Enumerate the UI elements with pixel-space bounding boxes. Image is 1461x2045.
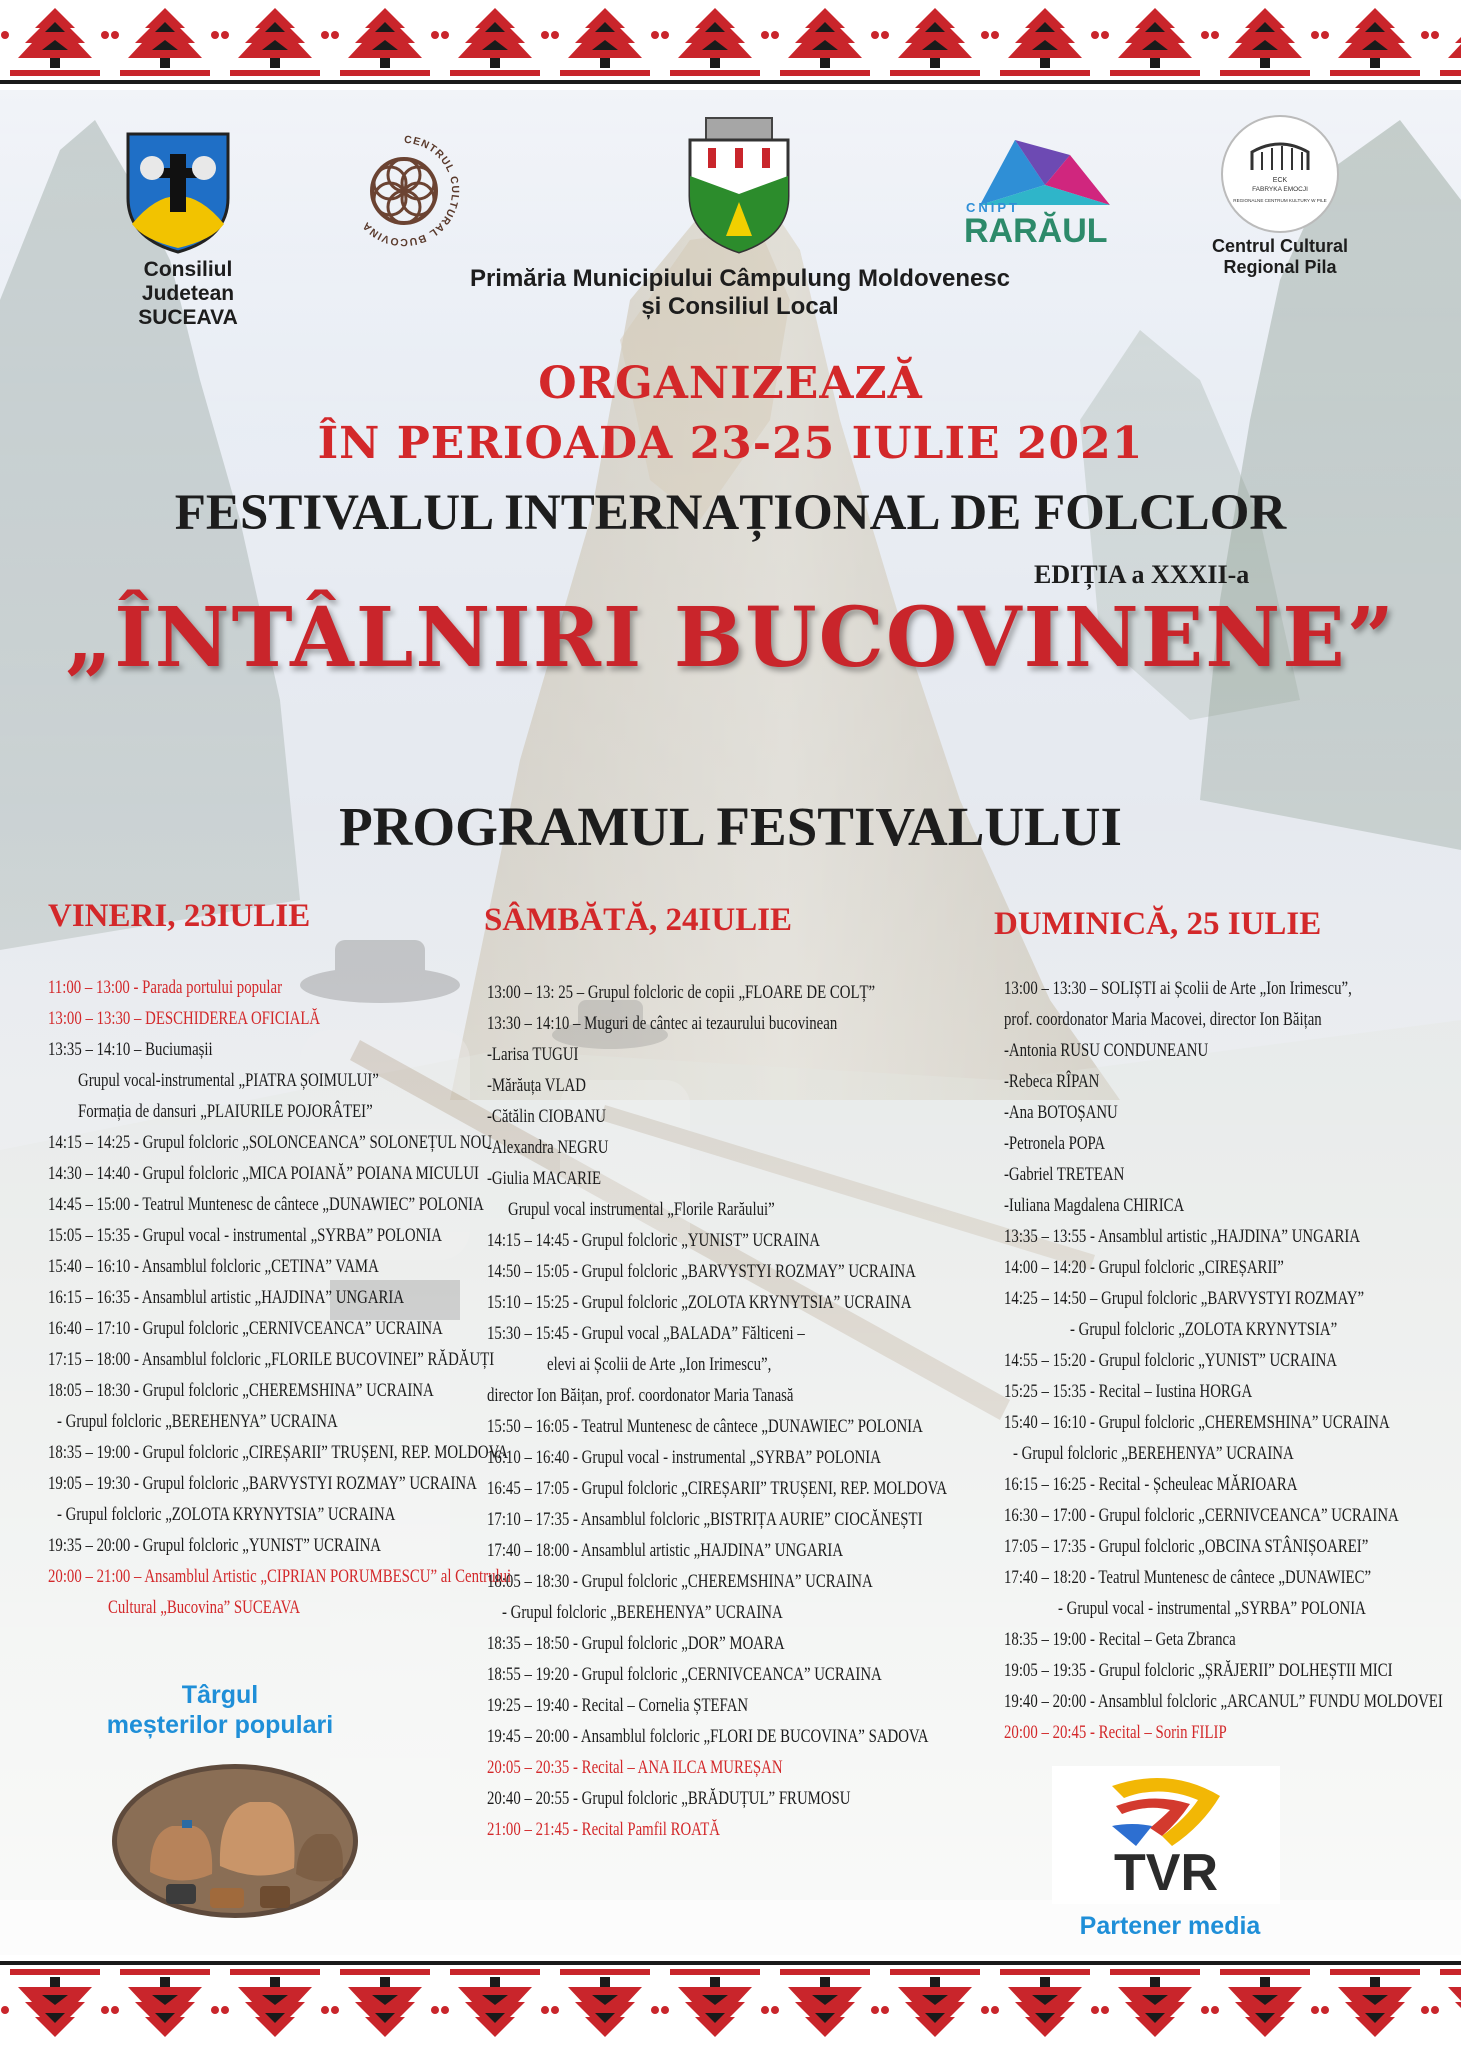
- schedule-line: [1004, 973, 1444, 1004]
- schedule-line-text: 16:45 – 17:05 - Grupul folcloric „CIREȘARII” TRUȘENI, REP. MOLDOVA: [487, 1478, 948, 1499]
- schedule-line-text: 19:35 – 20:00 - Grupul folcloric „YUNIST” UCRAINA: [48, 1535, 381, 1556]
- building-icon: [1218, 112, 1342, 236]
- schedule-line-text: 18:35 – 19:00 - Recital – Geta Zbranca: [1004, 1629, 1236, 1650]
- tvr-logo-text: TVR: [1114, 1844, 1218, 1902]
- schedule-line-text: 18:35 – 19:00 - Grupul folcloric „CIREȘARII” TRUȘENI, REP. MOLDOVA: [48, 1442, 509, 1463]
- schedule-line-text: 19:40 – 20:00 - Ansamblul folcloric „ARCANUL” FUNDU MOLDOVEI: [1004, 1691, 1443, 1712]
- schedule-line: [487, 1597, 987, 1628]
- schedule-line: [48, 1220, 468, 1251]
- top-embroidery-border: [0, 0, 1461, 90]
- schedule-line: [1004, 1469, 1444, 1500]
- city-shield-icon: [686, 116, 792, 254]
- schedule-line: [1004, 1407, 1444, 1438]
- festival-heading: FESTIVALUL INTERNAȚIONAL DE FOLCLOR: [174, 485, 1287, 541]
- schedule-line: [48, 1468, 477, 1499]
- pila-caption: [1180, 236, 1380, 277]
- schedule-line-text: 13:00 – 13:30 – DESCHIDEREA OFICIALĂ: [48, 1008, 321, 1029]
- schedule-line: [487, 1318, 987, 1349]
- schedule-line: [48, 1499, 468, 1530]
- schedule-line: [48, 972, 468, 1003]
- schedule-line-text: 17:05 – 17:35 - Grupul folcloric „OBCINA STÂNIȘOAREI”: [1004, 1536, 1369, 1557]
- schedule-line: [1004, 1221, 1444, 1252]
- targul-caption: [70, 1680, 370, 1740]
- schedule-line: [487, 1163, 987, 1194]
- schedule-line: [48, 1375, 468, 1406]
- saturday-schedule: [487, 977, 987, 1845]
- schedule-line: [487, 1721, 987, 1752]
- consiliul-caption-line: Judetean: [141, 282, 235, 306]
- schedule-line: [1004, 1128, 1444, 1159]
- schedule-line-text: 17:15 – 18:00 - Ansamblul folcloric „FLORILE BUCOVINEI” RĂDĂUȚI: [48, 1349, 495, 1370]
- schedule-line-text: 19:05 – 19:35 - Grupul folcloric „ȘRĂJERII” DOLHEȘTII MICI: [1004, 1660, 1393, 1681]
- schedule-line: [487, 1535, 987, 1566]
- schedule-line-text: 15:40 – 16:10 - Ansamblul folcloric „CETINA” VAMA: [48, 1256, 379, 1277]
- schedule-line-text: 13:35 – 13:55 - Ansamblul artistic „HAJDINA” UNGARIA: [1004, 1226, 1361, 1247]
- schedule-line: [487, 1628, 987, 1659]
- schedule-line: [487, 1659, 987, 1690]
- schedule-line-text: Cultural „Bucovina” SUCEAVA: [108, 1597, 301, 1618]
- schedule-line: [48, 1344, 495, 1375]
- schedule-line-text: 21:00 – 21:45 - Recital Pamfil ROATĂ: [487, 1819, 720, 1840]
- schedule-line: [1004, 1500, 1444, 1531]
- schedule-line-text: 15:30 – 15:45 - Grupul vocal „BALADA” Fălticeni –: [487, 1323, 805, 1344]
- schedule-line: [1004, 1531, 1444, 1562]
- schedule-line: [48, 1034, 468, 1065]
- schedule-line: [487, 1504, 987, 1535]
- schedule-line-text: 20:05 – 20:35 - Recital – ANA ILCA MUREȘAN: [487, 1757, 783, 1778]
- schedule-line: [48, 1003, 468, 1034]
- schedule-line-text: -Antonia RUSU CONDUNEANU: [1004, 1040, 1209, 1061]
- schedule-line: [1004, 1252, 1444, 1283]
- schedule-line: [48, 1096, 468, 1127]
- schedule-line-text: 14:55 – 15:20 - Grupul folcloric „YUNIST” UCRAINA: [1004, 1350, 1337, 1371]
- consiliul-caption: [108, 258, 268, 330]
- schedule-line-text: 18:05 – 18:30 - Grupul folcloric „CHEREMSHINA” UCRAINA: [487, 1571, 873, 1592]
- schedule-line-text: 14:15 – 14:45 - Grupul folcloric „YUNIST” UCRAINA: [487, 1230, 820, 1251]
- pottery-image: [110, 1762, 360, 1920]
- schedule-line-text: -Alexandra NEGRU: [487, 1137, 609, 1158]
- schedule-line-text: 14:50 – 15:05 - Grupul folcloric „BARVYSTYI ROZMAY” UCRAINA: [487, 1261, 916, 1282]
- schedule-line: [487, 1101, 987, 1132]
- schedule-line: [1004, 1593, 1444, 1624]
- schedule-line: [1004, 1717, 1444, 1748]
- schedule-line-text: -Giulia MACARIE: [487, 1168, 602, 1189]
- schedule-line: [48, 1251, 468, 1282]
- schedule-line: [1004, 1035, 1444, 1066]
- pila-inner-mid: FABRYKA EMOCJI: [1252, 186, 1308, 193]
- schedule-line-text: 16:30 – 17:00 - Grupul folcloric „CERNIVCEANCA” UCRAINA: [1004, 1505, 1399, 1526]
- schedule-line-text: - Grupul folcloric „ZOLOTA KRYNYTSIA”: [1070, 1319, 1338, 1340]
- organizeaza-heading: ORGANIZEAZĂ: [538, 358, 923, 409]
- schedule-line: [487, 1225, 987, 1256]
- schedule-line: [487, 1566, 987, 1597]
- day-heading-friday: VINERI, 23IULIE: [48, 898, 311, 934]
- schedule-line: [1004, 1190, 1444, 1221]
- schedule-line: [487, 1473, 987, 1504]
- schedule-line: [487, 1039, 987, 1070]
- pila-inner-top: ECK: [1272, 177, 1288, 184]
- schedule-line-text: 19:05 – 19:30 - Grupul folcloric „BARVYSTYI ROZMAY” UCRAINA: [48, 1473, 477, 1494]
- schedule-line-text: -Larisa TUGUI: [487, 1044, 579, 1065]
- schedule-line-text: 18:55 – 19:20 - Grupul folcloric „CERNIVCEANCA” UCRAINA: [487, 1664, 882, 1685]
- schedule-line: [1004, 1655, 1444, 1686]
- schedule-line: [1004, 1686, 1444, 1717]
- schedule-line-text: 14:00 – 14:20 - Grupul folcloric „CIREȘARII”: [1004, 1257, 1284, 1278]
- schedule-line-text: Grupul vocal instrumental „Florile Rarăului”: [508, 1199, 775, 1220]
- schedule-line: [48, 1592, 468, 1623]
- schedule-line-text: - Grupul folcloric „BEREHENYA” UCRAINA: [1013, 1443, 1294, 1464]
- schedule-line: [487, 1287, 987, 1318]
- schedule-line: [487, 1814, 987, 1845]
- schedule-line: [48, 1189, 484, 1220]
- schedule-line-text: - Grupul vocal - instrumental „SYRBA” POLONIA: [1058, 1598, 1366, 1619]
- schedule-line-text: 15:05 – 15:35 - Grupul vocal - instrumental „SYRBA” POLONIA: [48, 1225, 442, 1246]
- schedule-line: [48, 1127, 493, 1158]
- schedule-line-text: 15:25 – 15:35 - Recital – Iustina HORGA: [1004, 1381, 1253, 1402]
- schedule-line: [48, 1561, 512, 1592]
- schedule-line-text: 20:40 – 20:55 - Grupul folcloric „BRĂDUȚUL” FRUMOSU: [487, 1788, 851, 1809]
- pila-caption-line: Centrul Cultural: [1211, 236, 1348, 256]
- schedule-line-text: prof. coordonator Maria Macovei, director Ion Băițan: [1004, 1009, 1322, 1030]
- schedule-line-text: 16:40 – 17:10 - Grupul folcloric „CERNIVCEANCA” UCRAINA: [48, 1318, 443, 1339]
- schedule-line-text: 19:45 – 20:00 - Ansamblul folcloric „FLORI DE BUCOVINA” SADOVA: [487, 1726, 929, 1747]
- schedule-line-text: 14:45 – 15:00 - Teatrul Muntenesc de cântece „DUNAWIEC” POLONIA: [48, 1194, 484, 1215]
- schedule-line-text: director Ion Băițan, prof. coordonator Maria Tanasă: [487, 1385, 794, 1406]
- schedule-line: [48, 1530, 468, 1561]
- sunday-schedule: [1004, 973, 1444, 1748]
- schedule-line-text: 13:35 – 14:10 – Buciumașii: [48, 1039, 213, 1060]
- schedule-line-text: -Rebeca RÎPAN: [1004, 1071, 1100, 1092]
- schedule-line-text: 16:15 – 16:25 - Recital - Șcheuleac MĂRIOARA: [1004, 1474, 1298, 1495]
- schedule-line: [1004, 1283, 1444, 1314]
- schedule-line-text: - Grupul folcloric „BEREHENYA” UCRAINA: [502, 1602, 783, 1623]
- schedule-line: [487, 1349, 987, 1380]
- schedule-line: [1004, 1376, 1444, 1407]
- schedule-line-text: 18:05 – 18:30 - Grupul folcloric „CHEREMSHINA” UCRAINA: [48, 1380, 434, 1401]
- schedule-line-text: 14:15 – 14:25 - Grupul folcloric „SOLONCEANCA” SOLONEȚUL NOU: [48, 1132, 493, 1153]
- schedule-line-text: Grupul vocal-instrumental „PIATRA ȘOIMULUI”: [78, 1070, 379, 1091]
- friday-schedule: [48, 972, 512, 1623]
- schedule-line: [487, 1752, 987, 1783]
- schedule-line: [487, 1008, 987, 1039]
- schedule-line-text: -Iuliana Magdalena CHIRICA: [1004, 1195, 1185, 1216]
- schedule-line-text: 20:00 – 21:00 – Ansamblul Artistic „CIPRIAN PORUMBESCU” al Centrului: [48, 1566, 512, 1587]
- schedule-line-text: 14:25 – 14:50 – Grupul folcloric „BARVYSTYI ROZMAY”: [1004, 1288, 1365, 1309]
- schedule-line: [48, 1065, 468, 1096]
- schedule-line: [1004, 1066, 1444, 1097]
- schedule-line: [487, 1256, 987, 1287]
- primaria-caption-line: Primăria Municipiului Câmpulung Moldovenesc: [469, 265, 1011, 292]
- schedule-line-text: 17:10 – 17:35 - Ansamblul folcloric „BISTRIȚA AURIE” CIOCĂNEȘTI: [487, 1509, 923, 1530]
- schedule-line: [1004, 1314, 1444, 1345]
- partner-caption: Partener media: [1079, 1912, 1261, 1940]
- program-heading: PROGRAMUL FESTIVALULUI: [339, 796, 1122, 857]
- schedule-line-text: 11:00 – 13:00 - Parada portului popular: [48, 977, 283, 998]
- day-heading-sunday: DUMINICĂ, 25 IULIE: [994, 906, 1322, 942]
- festival-name: „ÎNTÂLNIRI BUCOVINENE”: [65, 590, 1396, 686]
- schedule-line: [1004, 1438, 1444, 1469]
- centrul-ring-text: CENTRUL CULTURAL BUCOVINA: [359, 133, 462, 249]
- schedule-line: [487, 1194, 987, 1225]
- schedule-line: [48, 1282, 468, 1313]
- schedule-line: [487, 1380, 987, 1411]
- schedule-line: [48, 1406, 468, 1437]
- schedule-line-text: 17:40 – 18:00 - Ansamblul artistic „HAJDINA” UNGARIA: [487, 1540, 844, 1561]
- schedule-line-text: -Ana BOTOȘANU: [1004, 1102, 1118, 1123]
- edition-label: EDIȚIA a XXXII-a: [1034, 560, 1250, 589]
- primaria-caption: [450, 265, 1030, 320]
- schedule-line: [1004, 1004, 1444, 1035]
- schedule-line: [487, 1132, 987, 1163]
- primaria-caption-line: și Consiliul Local: [641, 292, 839, 320]
- schedule-line-text: -Cătălin CIOBANU: [487, 1106, 606, 1127]
- schedule-line-text: 18:35 – 18:50 - Grupul folcloric „DOR” MOARA: [487, 1633, 785, 1654]
- targul-caption-line: Târgul: [181, 1681, 259, 1709]
- schedule-line-text: 20:00 – 20:45 - Recital – Sorin FILIP: [1004, 1722, 1227, 1743]
- bottom-embroidery-border: [0, 1955, 1461, 2045]
- schedule-line: [48, 1158, 479, 1189]
- schedule-line-text: 13:00 – 13:30 – SOLIȘTI ai Școlii de Arte „Ion Irimescu”,: [1004, 978, 1352, 999]
- schedule-line-text: Formația de dansuri „PLAIURILE POJORÂTEI”: [78, 1101, 373, 1122]
- schedule-line-text: 14:30 – 14:40 - Grupul folcloric „MICA POIANĂ” POIANA MICULUI: [48, 1163, 479, 1184]
- consiliul-caption-line: Consiliul: [143, 258, 233, 281]
- pila-caption-line: Regional Pila: [1223, 256, 1337, 277]
- schedule-line-text: 15:10 – 15:25 - Grupul folcloric „ZOLOTA KRYNYTSIA” UCRAINA: [487, 1292, 912, 1313]
- schedule-line-text: 19:25 – 19:40 - Recital – Cornelia ȘTEFAN: [487, 1695, 749, 1716]
- schedule-line-text: - Grupul folcloric „BEREHENYA” UCRAINA: [57, 1411, 338, 1432]
- schedule-line: [487, 1690, 987, 1721]
- schedule-line: [48, 1437, 509, 1468]
- schedule-line-text: -Gabriel TRETEAN: [1004, 1164, 1125, 1185]
- schedule-line-text: 17:40 – 18:20 - Teatrul Muntenesc de cântece „DUNAWIEC”: [1004, 1567, 1372, 1588]
- schedule-line: [487, 1442, 987, 1473]
- schedule-line-text: -Mărăuța VLAD: [487, 1075, 586, 1096]
- day-heading-saturday: SÂMBĂTĂ, 24IULIE: [484, 902, 793, 938]
- schedule-line: [487, 1411, 987, 1442]
- tvr-logo-box: [1052, 1766, 1280, 1904]
- schedule-line: [1004, 1159, 1444, 1190]
- schedule-line-text: 15:40 – 16:10 - Grupul folcloric „CHEREMSHINA” UCRAINA: [1004, 1412, 1390, 1433]
- schedule-line: [1004, 1624, 1444, 1655]
- schedule-line-text: -Petronela POPA: [1004, 1133, 1106, 1154]
- schedule-line: [487, 977, 987, 1008]
- targul-caption-line: meșterilor populari: [106, 1711, 334, 1739]
- pila-inner-bottom: REGIONALNE CENTRUM KULTURY W PILE: [1233, 198, 1327, 203]
- coat-of-arms-icon: [122, 128, 234, 256]
- schedule-line-text: 15:50 – 16:05 - Teatrul Muntenesc de cântece „DUNAWIEC” POLONIA: [487, 1416, 923, 1437]
- schedule-line-text: - Grupul folcloric „ZOLOTA KRYNYTSIA” UCRAINA: [57, 1504, 396, 1525]
- schedule-line-text: 16:15 – 16:35 - Ansamblul artistic „HAJDINA” UNGARIA: [48, 1287, 405, 1308]
- schedule-line-text: elevi ai Școlii de Arte „Ion Irimescu”,: [547, 1354, 772, 1375]
- schedule-line: [1004, 1097, 1444, 1128]
- schedule-line: [487, 1783, 987, 1814]
- rosette-icon: [338, 125, 470, 257]
- schedule-line-text: 16:10 – 16:40 - Grupul vocal - instrumental „SYRBA” POLONIA: [487, 1447, 881, 1468]
- consiliul-caption-line: SUCEAVA: [138, 306, 238, 330]
- schedule-line-text: 13:30 – 14:10 – Muguri de cântec ai tezaurului bucovinean: [487, 1013, 838, 1034]
- schedule-line: [487, 1070, 987, 1101]
- schedule-line-text: 13:00 – 13: 25 – Grupul folcloric de copii „FLOARE DE COLȚ”: [487, 982, 876, 1003]
- schedule-line: [48, 1313, 468, 1344]
- schedule-line: [1004, 1345, 1444, 1376]
- cnipt-label: CNIPT: [966, 200, 1020, 215]
- schedule-line: [1004, 1562, 1444, 1593]
- raraul-label: RARĂUL: [964, 212, 1108, 250]
- period-heading: ÎN PERIOADA 23-25 IULIE 2021: [317, 418, 1144, 469]
- tvr-logo: [1052, 1766, 1280, 1904]
